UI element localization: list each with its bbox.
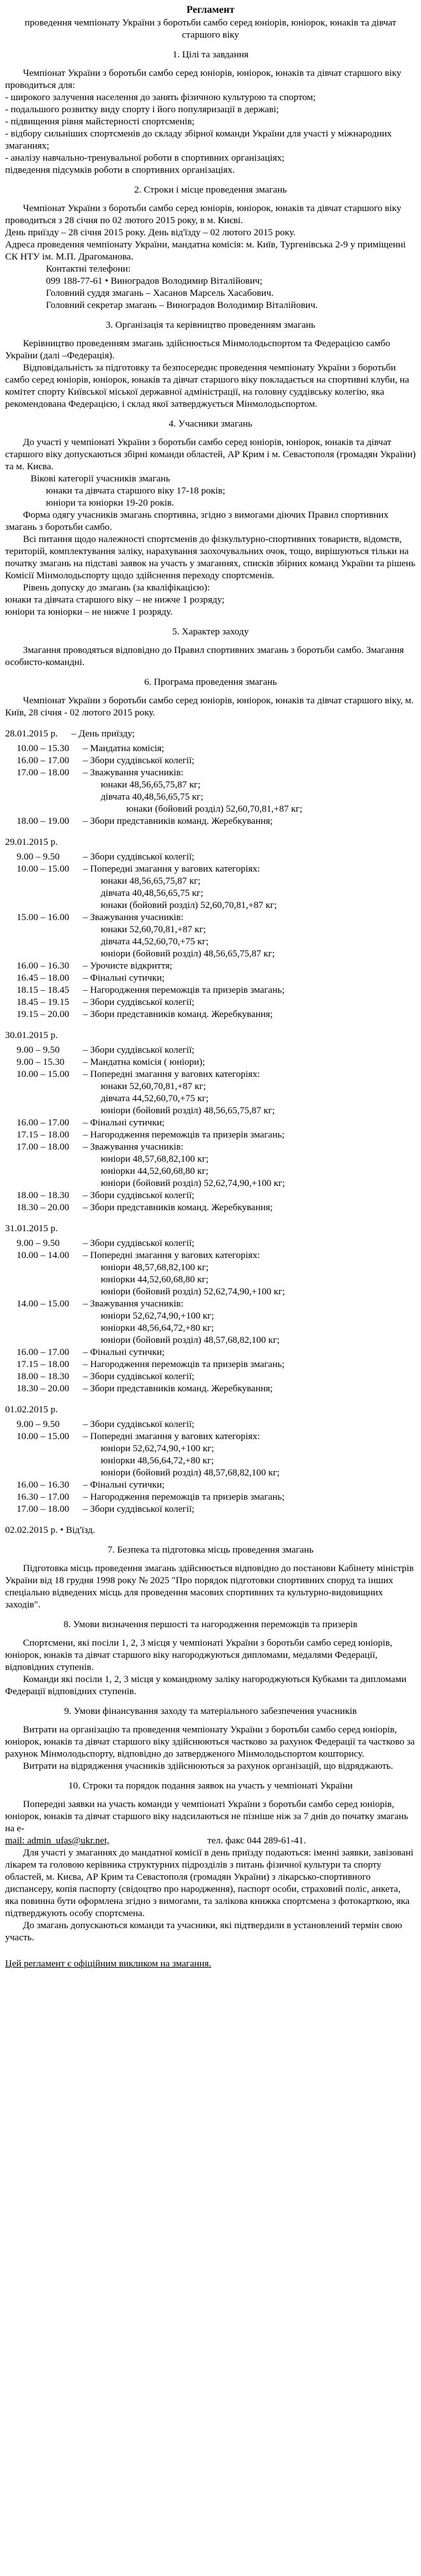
schedule-row: [5, 1202, 416, 1214]
weight-category: юніори 52,62,74,90,+100 кг;: [101, 1311, 214, 1321]
section-8-text: Команди які посіли 1, 2, 3 місця у командному заліку нагороджуються Кубками та дипломами Федерації відповідних ступенів.: [5, 1674, 407, 1697]
weight-category: юнаки 48,56,65,75,87 кг;: [101, 876, 201, 886]
schedule-row: [5, 1383, 416, 1395]
schedule-event: – Зважування учасників:: [83, 768, 184, 778]
schedule-event: – Збори суддівської колегії;: [83, 852, 195, 862]
footer-note: Цей регламент є офіційним викликом на змагання.: [5, 1959, 212, 1969]
schedule-event: – Збори суддівської колегії;: [83, 756, 195, 766]
schedule-row: [5, 1419, 416, 1431]
weight-category: юніори 52,62,74,90,+100 кг;: [101, 1444, 214, 1454]
section-4-heading: 4. Учасники змагань: [168, 419, 253, 429]
weight-category: юніорки 44,52,60,68,80 кг;: [101, 1166, 209, 1176]
schedule-event: – День приїзду;: [71, 729, 135, 739]
schedule-event: – Збори суддівської колегії;: [83, 1045, 195, 1055]
schedule-time: 17.00 – 18.00: [17, 1504, 70, 1514]
weight-category: юнаки 52,60,70,81,+87 кг;: [101, 925, 206, 935]
section-5-heading: 5. Характер заходу: [172, 627, 249, 637]
section-3-heading: 3. Організація та керівництво проведенням змагань: [105, 320, 316, 330]
section-8-text: Спортсмени, які посіли 1, 2, 3 місця у чемпіонаті України з боротьби самбо серед юніорів, юніорок, юнаків та дівчат старшого віку нагороджуються дипломами, медалями Федерації, відповідних ступенів.: [5, 1638, 392, 1672]
schedule-row: [5, 755, 416, 767]
schedule-time: 18.15 – 18.45: [17, 985, 70, 995]
schedule-time: 14.00 – 15.00: [17, 1299, 70, 1309]
section-5-text: Змагання проводяться відповідно до Правил спортивних змагань з боротьби самбо. Змагання особисто-командні.: [5, 645, 404, 668]
schedule-row: [5, 1359, 416, 1371]
section-10-text: Для участі у змаганнях до мандатної комісії в день приїзду подаються: іменні заявки, завізовані лікарем та головою керівника структурних підрозділів з питань фізичної культури та спорту областей, м. Києва, АР Крим та Севастополя (громадян України) з лікарсько-спортивного диспансеру, копія паспорту (свідоцтво про народження), паспорт особи, страховий поліс, анкета, яка повинна бути оформлена згідно з вимогами, та залікова книжка спортсмена з фотокарткою, яка підтверджують особу спортсмена.: [5, 1848, 414, 1919]
section-4-item: юніори та юніорки 19-20 років.: [46, 498, 174, 508]
schedule-time: 10.00 – 14.00: [17, 1250, 70, 1261]
schedule-day: [5, 728, 416, 740]
schedule-event: – Нагородження переможців та призерів змагань;: [83, 1130, 284, 1140]
section-2-heading: 2. Строки і місце проведення змагань: [134, 185, 287, 195]
schedule-time: 18.00 – 19.00: [17, 816, 70, 826]
schedule-time: 15.00 – 16.00: [17, 912, 70, 923]
schedule-row: [5, 851, 416, 863]
schedule-event: – Збори суддівської колегії;: [83, 1372, 195, 1382]
schedule-date: 31.01.2015 р.: [5, 1224, 58, 1234]
schedule-time: 9.00 – 9.50: [17, 1045, 60, 1055]
schedule-row: [5, 1057, 416, 1069]
schedule-event: – Фінальні сутички;: [83, 1480, 165, 1490]
schedule-row: [5, 1238, 416, 1250]
section-3-text: Керівництво проведенням змагань здійснюється Мінмолодьспортом та Федерацією самбо України (далі –Федерація).: [5, 339, 390, 361]
schedule-row: [5, 1347, 416, 1359]
section-9-text: Витрати на організацію та проведення чемпіонату України з боротьби самбо серед юніорів, юніорок, юнаків та дівчат старшого віку здійснюються частково за рахунок Федерації та частково за рахунок Мінмолодьспорту, відповідно до затвердженого Мінмолодьспортом кошторису.: [5, 1725, 415, 1759]
schedule-event: – Мандатна комісія ( юніори);: [83, 1057, 205, 1067]
weight-category: юніори (бойовий розділ) 48,56,65,75,87 кг;: [101, 949, 275, 959]
schedule-time: 17.15 – 18.00: [17, 1359, 70, 1370]
schedule-date: 01.02.2015 р.: [5, 1405, 58, 1415]
schedule-event: – Зважування учасників:: [83, 1142, 184, 1152]
section-10-heading: 10. Строки та порядок подання заявок на участь у чемпіонаті України: [68, 1781, 353, 1791]
schedule-event: – Попередні змагання у вагових категоріях:: [83, 864, 260, 874]
weight-category: юніори (бойовий розділ) 48,57,68,82,100 кг;: [101, 1468, 280, 1478]
section-1-heading: 1. Цілі та завдання: [172, 50, 249, 60]
section-1-item: - відбору сильніших спортсменів до складу збірної команди України для участі у міжнародних змаганнях;: [5, 129, 392, 151]
section-8-heading: 8. Умови визначення першості та нагородження переможців та призерів: [63, 1620, 358, 1630]
schedule-row: [5, 960, 416, 972]
schedule-row: [5, 1117, 416, 1129]
schedule-time: 17.00 – 18.00: [17, 768, 70, 778]
schedule-time: 18.30 – 20.00: [17, 1203, 70, 1213]
weight-category: юніори 48,57,68,82,100 кг;: [101, 1262, 209, 1273]
section-10-text: Попередні заявки на участь команди у чемпіонаті України з боротьби самбо серед юніорів, юніорок, юнаків та дівчат старшого віку надсилаються не пізніше ніж за 7 днів до початку змагань на е-: [5, 1799, 408, 1834]
schedule-time: 16.00 – 17.00: [17, 1347, 70, 1358]
schedule-event: – Збори суддівської колегії;: [83, 1419, 195, 1430]
weight-category: юнаки 52,60,70,81,+87 кг;: [101, 1081, 206, 1092]
section-9-text: Витрати на відрядження учасників здійснюються за рахунок організацій, що відряджають.: [23, 1761, 394, 1771]
schedule-row: [5, 1141, 416, 1153]
schedule-time: 16.00 – 16.30: [17, 1480, 70, 1490]
schedule-time: 9.00 – 15.30: [17, 1057, 64, 1067]
weight-category: юніорки 48,56,64,72,+80 кг;: [101, 1456, 214, 1466]
schedule-time: 17.00 – 18.00: [17, 1142, 70, 1152]
schedule-event: – Зважування учасників:: [83, 912, 184, 923]
section-3-text: Відповідальність за підготовку та безпосереднє проведення чемпіонату України з боротьби самбо серед юніорів, юніорок, юнаків та дівчат старшого віку покладається на спортивні клуби, на комітет спорту Київської міської державної адміністрації, на головну суддівську колегію, яка рекомендована Федерацією, і склад якої затверджується Мінмолодьспортом.: [5, 363, 410, 409]
weight-category: юніорки 48,56,64,72,+80 кг;: [101, 1323, 214, 1333]
schedule-event: – Збори суддівської колегії;: [83, 1238, 195, 1248]
schedule-row: [5, 1044, 416, 1057]
weight-category: дівчата 44,52,60,70,+75 кг;: [101, 937, 209, 947]
schedule-time: 16.00 – 17.00: [17, 756, 70, 766]
schedule-row: [5, 863, 416, 875]
schedule-row: [5, 1479, 416, 1491]
schedule-event: – Нагородження переможців та призерів змагань;: [83, 1359, 284, 1370]
schedule-event: – Збори представників команд. Жеребкування;: [83, 1203, 273, 1213]
schedule-row: [5, 1250, 416, 1262]
section-7-heading: 7. Безпека та підготовка місць проведення змагань: [107, 1545, 314, 1555]
section-9-heading: 9. Умови фінансування заходу та матеріального забезпечення учасників: [64, 1706, 357, 1716]
section-4-item: юніори та юніорки – не нижче 1 розряду.: [5, 607, 173, 617]
schedule-time: 17.15 – 18.00: [17, 1130, 70, 1140]
schedule-row: [5, 997, 416, 1009]
section-1-item: - широкого залучення населення до занять фізичною культурою та спортом;: [5, 92, 316, 103]
section-4-text: Рівень допуску до змагань (за кваліфікацією):: [23, 583, 211, 593]
schedule-date: 30.01.2015 р.: [5, 1030, 58, 1041]
weight-category: юніори (бойовий розділ) 52,62,74,90,+100 кг;: [101, 1178, 285, 1189]
schedule-row: [5, 1504, 416, 1516]
section-6-intro: Чемпіонат України з боротьби самбо серед юніорів, юніорок, юнаків та дівчат старшого віку, м. Київ, 28 січня - 02 лютого 2015 року.: [5, 696, 414, 718]
schedule-time: 16.45 – 18.00: [17, 973, 70, 983]
schedule-row: [5, 816, 416, 828]
schedule-event: – Збори представників команд. Жеребкування;: [83, 1009, 273, 1020]
schedule-time: 10.00 – 15.00: [17, 1431, 70, 1442]
weight-category: юніори 48,57,68,82,100 кг;: [101, 1154, 209, 1164]
schedule-date: 28.01.2015 р.: [5, 729, 58, 739]
schedule-time: 19.15 – 20.00: [17, 1009, 70, 1020]
schedule-time: 16.00 – 16.30: [17, 961, 70, 971]
section-1-text: Чемпіонат України з боротьби самбо серед юніорів, юніорок, юнаків та дівчат старшого віку проводиться для:: [5, 68, 402, 91]
schedule-departure: 02.02.2015 р. • Від'їзд.: [5, 1525, 95, 1535]
weight-category: юніорки 44,52,60,68,80 кг;: [101, 1275, 209, 1285]
section-2-contacts-label: Контактні телефони:: [46, 264, 131, 274]
schedule-row: [5, 984, 416, 997]
page-subtitle: проведення чемпіонату України з боротьби самбо серед юніорів, юніорок, юнаків та дівчат старшого віку: [24, 18, 397, 40]
schedule-event: – Попередні змагання у вагових категоріях:: [83, 1250, 260, 1261]
schedule-row: [5, 1069, 416, 1081]
schedule-time: 9.00 – 9.50: [17, 1419, 60, 1430]
schedule-event: – Урочисте відкриття;: [83, 961, 173, 971]
section-1-item: підведення підсумків роботи в спортивних організаціях.: [5, 165, 235, 175]
section-2-text: День приїзду – 28 січня 2015 року. День від'їзду – 02 лютого 2015 року.: [5, 228, 296, 238]
schedule-event: – Збори суддівської колегії;: [83, 997, 195, 1007]
schedule-event: – Фінальні сутички;: [83, 1118, 165, 1128]
section-2-contact: Головний суддя змагань – Хасанов Марсель Хасабович.: [46, 288, 274, 298]
schedule-event: – Збори представників команд. Жеребкування;: [83, 816, 273, 826]
weight-category: юніори (бойовий розділ) 52,62,74,90,+100 кг;: [101, 1287, 285, 1297]
section-10-text: До змагань допускаються команди та учасники, які підтвердили в установлений термін свою участь.: [5, 1921, 403, 1943]
schedule-row: [5, 1298, 416, 1310]
schedule-time: 10.00 – 15.30: [17, 743, 70, 754]
schedule-time: 16.00 – 17.00: [17, 1118, 70, 1128]
weight-category: юнаки (бойовий розділ) 52,60,70,81,+87 кг;: [126, 804, 302, 814]
schedule-time: 18.30 – 20.00: [17, 1384, 70, 1394]
schedule-row: [5, 1190, 416, 1202]
weight-category: юнаки 48,56,65,75,87 кг;: [101, 780, 201, 790]
schedule-time: 9.00 – 9.50: [17, 1238, 60, 1248]
schedule-row: [5, 912, 416, 924]
weight-category: юніори (бойовий розділ) 48,57,68,82,100 кг;: [101, 1335, 280, 1345]
section-1-item: - підвищення рівня майстерності спортсменів;: [5, 117, 195, 127]
weight-category: дівчата 40,48,56,65,75 кг;: [101, 792, 203, 802]
schedule-event: – Фінальні сутички;: [83, 973, 165, 983]
phone-fax: тел. факс 044 289-61-41.: [207, 1836, 306, 1846]
schedule-event: – Збори суддівської колегії;: [83, 1504, 195, 1514]
schedule-time: 16.30 – 17.00: [17, 1492, 70, 1502]
section-4-item: юнаки та дівчата старшого віку – не нижче 1 розряду;: [5, 595, 225, 605]
section-4-text: Вікові категорії учасників змагань: [31, 474, 170, 484]
schedule-event: – Нагородження переможців та призерів змагань;: [83, 985, 284, 995]
section-4-item: юнаки та дівчата старшого віку 17-18 років;: [46, 486, 226, 496]
schedule-row: [5, 767, 416, 779]
schedule-event: – Фінальні сутички;: [83, 1347, 165, 1358]
section-4-text: Всі питання щодо належності спортсменів до фізкультурно-спортивних товариств, відомств, територій, комплектування заліку, нарахування заохочувальних очок, тощо, вирішуються тільки на початку змагань на підставі заявок на участь у змаганнях, списків збірних команд України та рішень Комісії Мінмолодьспорту щодо здійснення переходу спортсменів.: [5, 534, 416, 581]
section-6-heading: 6. Програма проведення змагань: [144, 677, 277, 687]
schedule-event: – Збори представників команд. Жеребкування;: [83, 1384, 273, 1394]
schedule-event: – Зважування учасників:: [83, 1299, 184, 1309]
weight-category: юніори (бойовий розділ) 48,56,65,75,87 кг;: [101, 1106, 275, 1116]
schedule: [5, 728, 416, 1537]
schedule-time: 9.00 – 9.50: [17, 852, 60, 862]
section-1-item: - подальшого розвитку виду спорту і його популяризації в державі;: [5, 105, 279, 115]
schedule-row: [5, 1129, 416, 1141]
schedule-time: 10.00 – 15.00: [17, 1069, 70, 1079]
schedule-row: [5, 972, 416, 984]
schedule-date: 29.01.2015 р.: [5, 837, 58, 847]
schedule-time: 18.00 – 18.30: [17, 1372, 70, 1382]
weight-category: дівчата 44,52,60,70,+75 кг;: [101, 1094, 209, 1104]
schedule-row: [5, 1371, 416, 1383]
schedule-event: – Мандатна комісія;: [83, 743, 165, 754]
schedule-row: [5, 1491, 416, 1504]
section-10-email-row: [5, 1835, 416, 1847]
email-link[interactable]: mail: admin_ufas@ukr.net,: [5, 1836, 110, 1846]
page-title: Регламент: [186, 4, 235, 15]
schedule-time: 18.00 – 18.30: [17, 1190, 70, 1201]
schedule-event: – Попередні змагання у вагових категоріях:: [83, 1069, 260, 1079]
schedule-event: – Збори суддівської колегії;: [83, 1190, 195, 1201]
section-2-text: Адреса проведення чемпіонату України, мандатна комісія: м. Київ, Тургенівська 2-9 у приміщенні СК НТУ ім. М.П. Драгоманова.: [5, 240, 406, 262]
schedule-row: [5, 743, 416, 755]
section-2-text: Чемпіонат України з боротьби самбо серед юніорів, юніорок, юнаків та дівчат старшого віку проводиться з 28 січня по 02 лютого 2015 року, в м. Києві.: [5, 203, 402, 226]
section-7-text: Підготовка місць проведення змагань здійснюється відповідно до постанови Кабінету міністрів України від 18 грудня 1998 року № 2025 "Про порядок підготовки спортивних споруд та інших спеціально відведених місць для проведення масових спортивних та культурно-видовищних заходів".: [5, 1563, 414, 1610]
weight-category: дівчата 40,48,56,65,75 кг;: [101, 888, 203, 898]
schedule-event: – Попередні змагання у вагових категоріях:: [83, 1431, 260, 1442]
schedule-row: [5, 1009, 416, 1021]
schedule-event: – Нагородження переможців та призерів змагань;: [83, 1492, 284, 1502]
schedule-row: [5, 1431, 416, 1443]
section-2-contact: 099 188-77-61 • Виноградов Володимир Віталійович;: [46, 276, 263, 286]
section-4-text: До участі у чемпіонаті України з боротьби самбо серед юніорів, юніорок, юнаків та дівчат старшого віку допускаються збірні команди областей, АР Крим і м. Севастополя (громадян України) та м. Києва.: [5, 437, 416, 472]
weight-category: юнаки (бойовий розділ) 52,60,70,81,+87 кг;: [101, 900, 277, 911]
section-1-item: - аналізу навчально-тренувальної роботи в спортивних організаціях;: [5, 153, 284, 163]
section-2-contact: Головний секретар змагань – Виноградов Володимир Віталійович.: [46, 300, 318, 311]
schedule-time: 10.00 – 15.00: [17, 864, 70, 874]
schedule-time: 18.45 – 19.15: [17, 997, 70, 1007]
section-4-text: Форма одягу учасників змагань спортивна, згідно з вимогами діючих Правил спортивних змагань з боротьби самбо.: [5, 510, 388, 532]
